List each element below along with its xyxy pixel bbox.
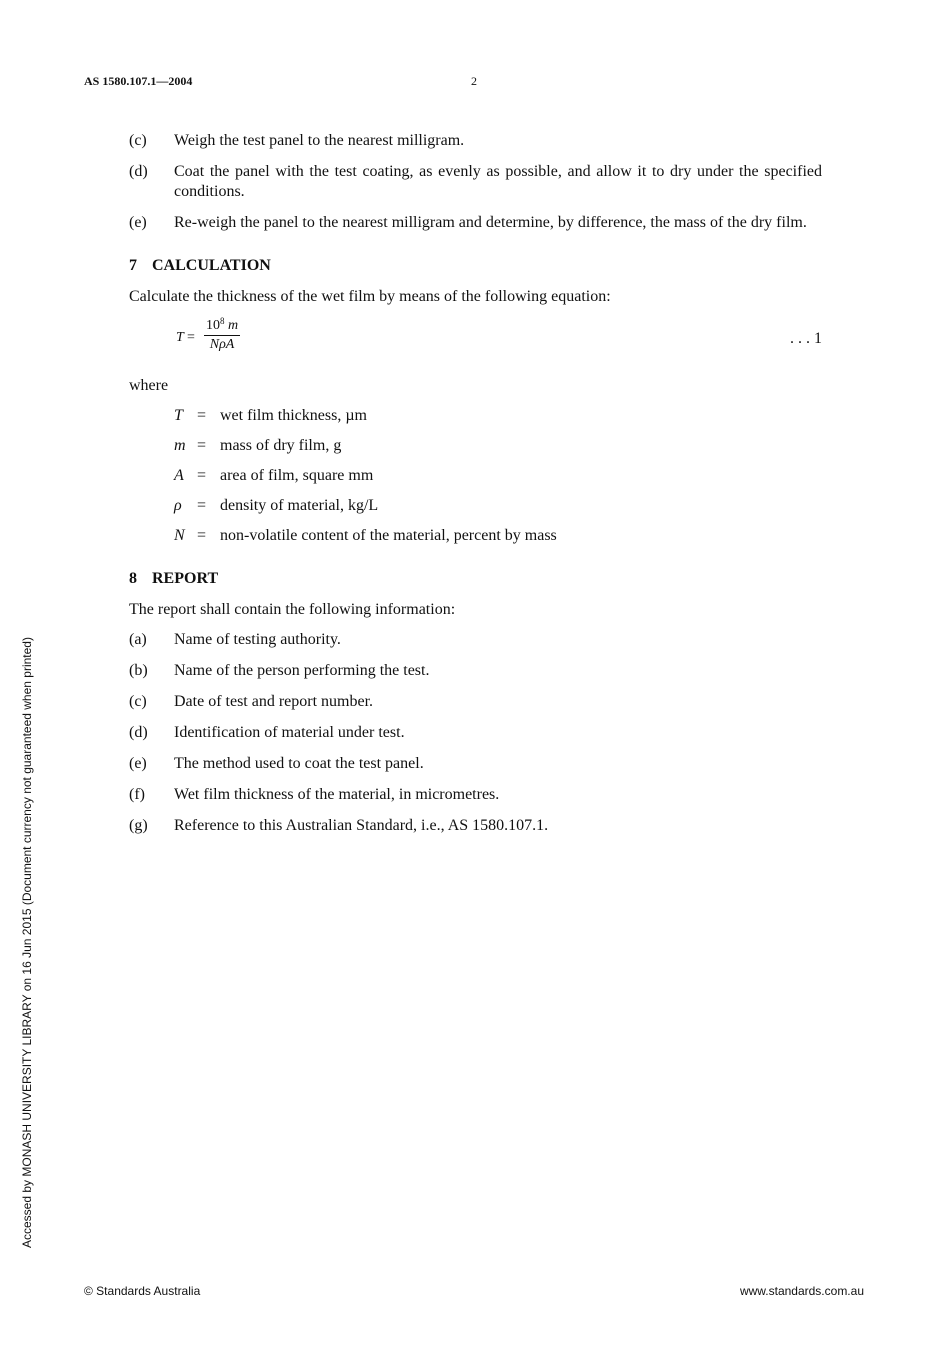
report-item-label: (g) <box>129 817 148 834</box>
step-text: Weigh the test panel to the nearest milligram. <box>174 132 465 149</box>
variable-definition <box>129 466 822 486</box>
document-body <box>129 131 822 847</box>
report-item <box>129 661 822 681</box>
numerator-base: 10 <box>206 318 220 333</box>
section-title: REPORT <box>152 570 219 587</box>
section-heading-calculation <box>129 256 822 276</box>
report-item <box>129 723 822 743</box>
variable-equals: = <box>197 437 207 454</box>
report-item-text: Identification of material under test. <box>174 724 405 741</box>
variable-text: mass of dry film, g <box>220 437 342 454</box>
section-number: 7 <box>129 257 137 274</box>
variable-symbol: N <box>174 527 185 544</box>
report-item-label: (d) <box>129 724 148 741</box>
standard-code: AS 1580.107.1—2004 <box>84 74 193 88</box>
variable-symbol: m <box>174 437 186 454</box>
equation <box>129 317 822 359</box>
report-intro: The report shall contain the following information: <box>129 601 456 618</box>
variable-definition <box>129 526 822 546</box>
report-item-text: Wet film thickness of the material, in micrometres. <box>174 786 500 803</box>
variable-definition <box>129 496 822 516</box>
report-item <box>129 692 822 712</box>
numerator-exponent: 8 <box>220 316 225 326</box>
report-item-label: (c) <box>129 693 147 710</box>
equation-denominator: NρA <box>209 337 235 352</box>
report-item-text: Name of testing authority. <box>174 631 341 648</box>
step-label: (e) <box>129 214 147 231</box>
variable-equals: = <box>197 407 207 424</box>
procedure-step <box>129 162 822 202</box>
footer-copyright: © Standards Australia <box>84 1284 201 1298</box>
report-item-label: (e) <box>129 755 147 772</box>
variable-symbol: A <box>174 467 184 484</box>
calculation-intro: Calculate the thickness of the wet film by means of the following equation: <box>129 288 611 305</box>
equation-numerator <box>204 317 240 336</box>
report-item-label: (b) <box>129 662 148 679</box>
report-item <box>129 754 822 774</box>
report-item-text: Reference to this Australian Standard, i.e., AS 1580.107.1. <box>174 817 549 834</box>
numerator-variable: m <box>228 318 239 333</box>
report-item <box>129 816 822 836</box>
report-item-text: Name of the person performing the test. <box>174 662 430 679</box>
variable-equals: = <box>197 467 207 484</box>
footer-website-link[interactable]: www.standards.com.au <box>739 1284 864 1298</box>
equation-lhs <box>176 328 195 348</box>
report-item <box>129 630 822 650</box>
variable-text: non-volatile content of the material, percent by mass <box>220 527 557 544</box>
report-item-label: (f) <box>129 786 145 803</box>
step-text: Re-weigh the panel to the nearest milligram and determine, by difference, the mass of the dry film. <box>174 214 807 231</box>
procedure-step <box>129 131 822 151</box>
variable-equals: = <box>197 497 207 514</box>
report-item-text: Date of test and report number. <box>174 693 374 710</box>
variable-text: area of film, square mm <box>220 467 374 484</box>
equation-equals: = <box>187 330 195 345</box>
variable-text: wet film thickness, µm <box>220 407 367 424</box>
where-label: where <box>129 377 169 394</box>
section-number: 8 <box>129 570 137 587</box>
variable-symbol: T <box>174 407 183 424</box>
section-heading-report <box>129 569 822 589</box>
report-item-label: (a) <box>129 631 147 648</box>
step-label: (c) <box>129 132 147 149</box>
variable-symbol: ρ <box>174 497 182 514</box>
equation-lhs-symbol: T <box>176 330 184 345</box>
section-title: CALCULATION <box>152 257 271 274</box>
page-number: 2 <box>471 74 477 88</box>
step-label: (d) <box>129 163 148 180</box>
variable-equals: = <box>197 527 207 544</box>
variable-definition <box>129 436 822 456</box>
access-notice: Accessed by MONASH UNIVERSITY LIBRARY on 16 Jun 2015 (Document currency not guaranteed when printed) <box>20 637 34 1248</box>
report-item-text: The method used to coat the test panel. <box>174 755 424 772</box>
variable-text: density of material, kg/L <box>220 497 379 514</box>
equation-reference: . . . 1 <box>790 330 822 347</box>
variable-definition <box>129 406 822 426</box>
step-text: Coat the panel with the test coating, as evenly as possible, and allow it to dry under the specified conditions. <box>174 163 822 200</box>
equation-fraction <box>204 317 240 354</box>
procedure-step <box>129 213 822 233</box>
report-item <box>129 785 822 805</box>
